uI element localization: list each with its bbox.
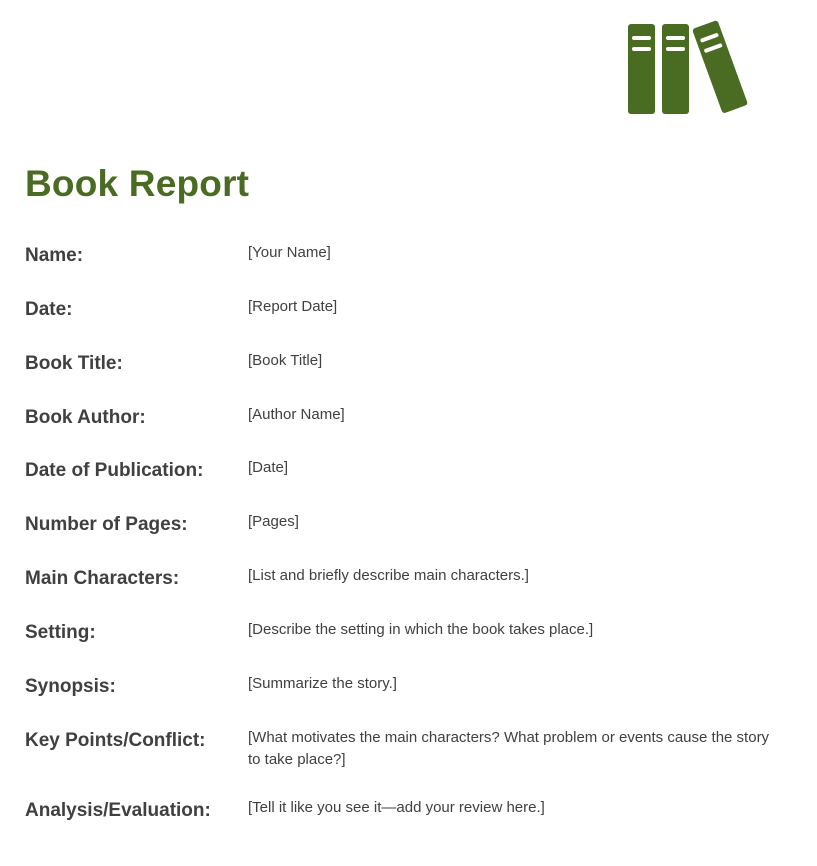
- field-label: Synopsis:: [25, 676, 116, 697]
- field-value[interactable]: [Author Name]: [248, 406, 345, 423]
- field-value[interactable]: [List and briefly describe main characters.]: [248, 567, 529, 584]
- field-label: Key Points/Conflict:: [25, 730, 206, 751]
- field-label: Date of Publication:: [25, 460, 204, 481]
- field-label: Analysis/Evaluation:: [25, 800, 211, 821]
- field-label: Book Title:: [25, 353, 123, 374]
- field-label: Date:: [25, 299, 73, 320]
- field-value[interactable]: [Your Name]: [248, 244, 331, 261]
- field-value[interactable]: [What motivates the main characters? What problem or events cause the story to take place?]: [248, 729, 770, 768]
- field-value[interactable]: [Tell it like you see it—add your review here.]: [248, 799, 545, 816]
- field-value[interactable]: [Report Date]: [248, 298, 338, 315]
- field-value[interactable]: [Pages]: [248, 513, 299, 530]
- field-label: Main Characters:: [25, 568, 180, 589]
- field-value[interactable]: [Date]: [248, 459, 289, 476]
- field-label: Number of Pages:: [25, 514, 188, 535]
- field-label: Name:: [25, 245, 84, 266]
- books-icon: [626, 20, 756, 120]
- field-value[interactable]: [Summarize the story.]: [248, 675, 397, 692]
- field-label: Setting:: [25, 622, 96, 643]
- field-label: Book Author:: [25, 407, 146, 428]
- field-value[interactable]: [Book Title]: [248, 352, 323, 369]
- field-value[interactable]: [Describe the setting in which the book takes place.]: [248, 621, 594, 638]
- page-title: Book Report: [25, 163, 250, 204]
